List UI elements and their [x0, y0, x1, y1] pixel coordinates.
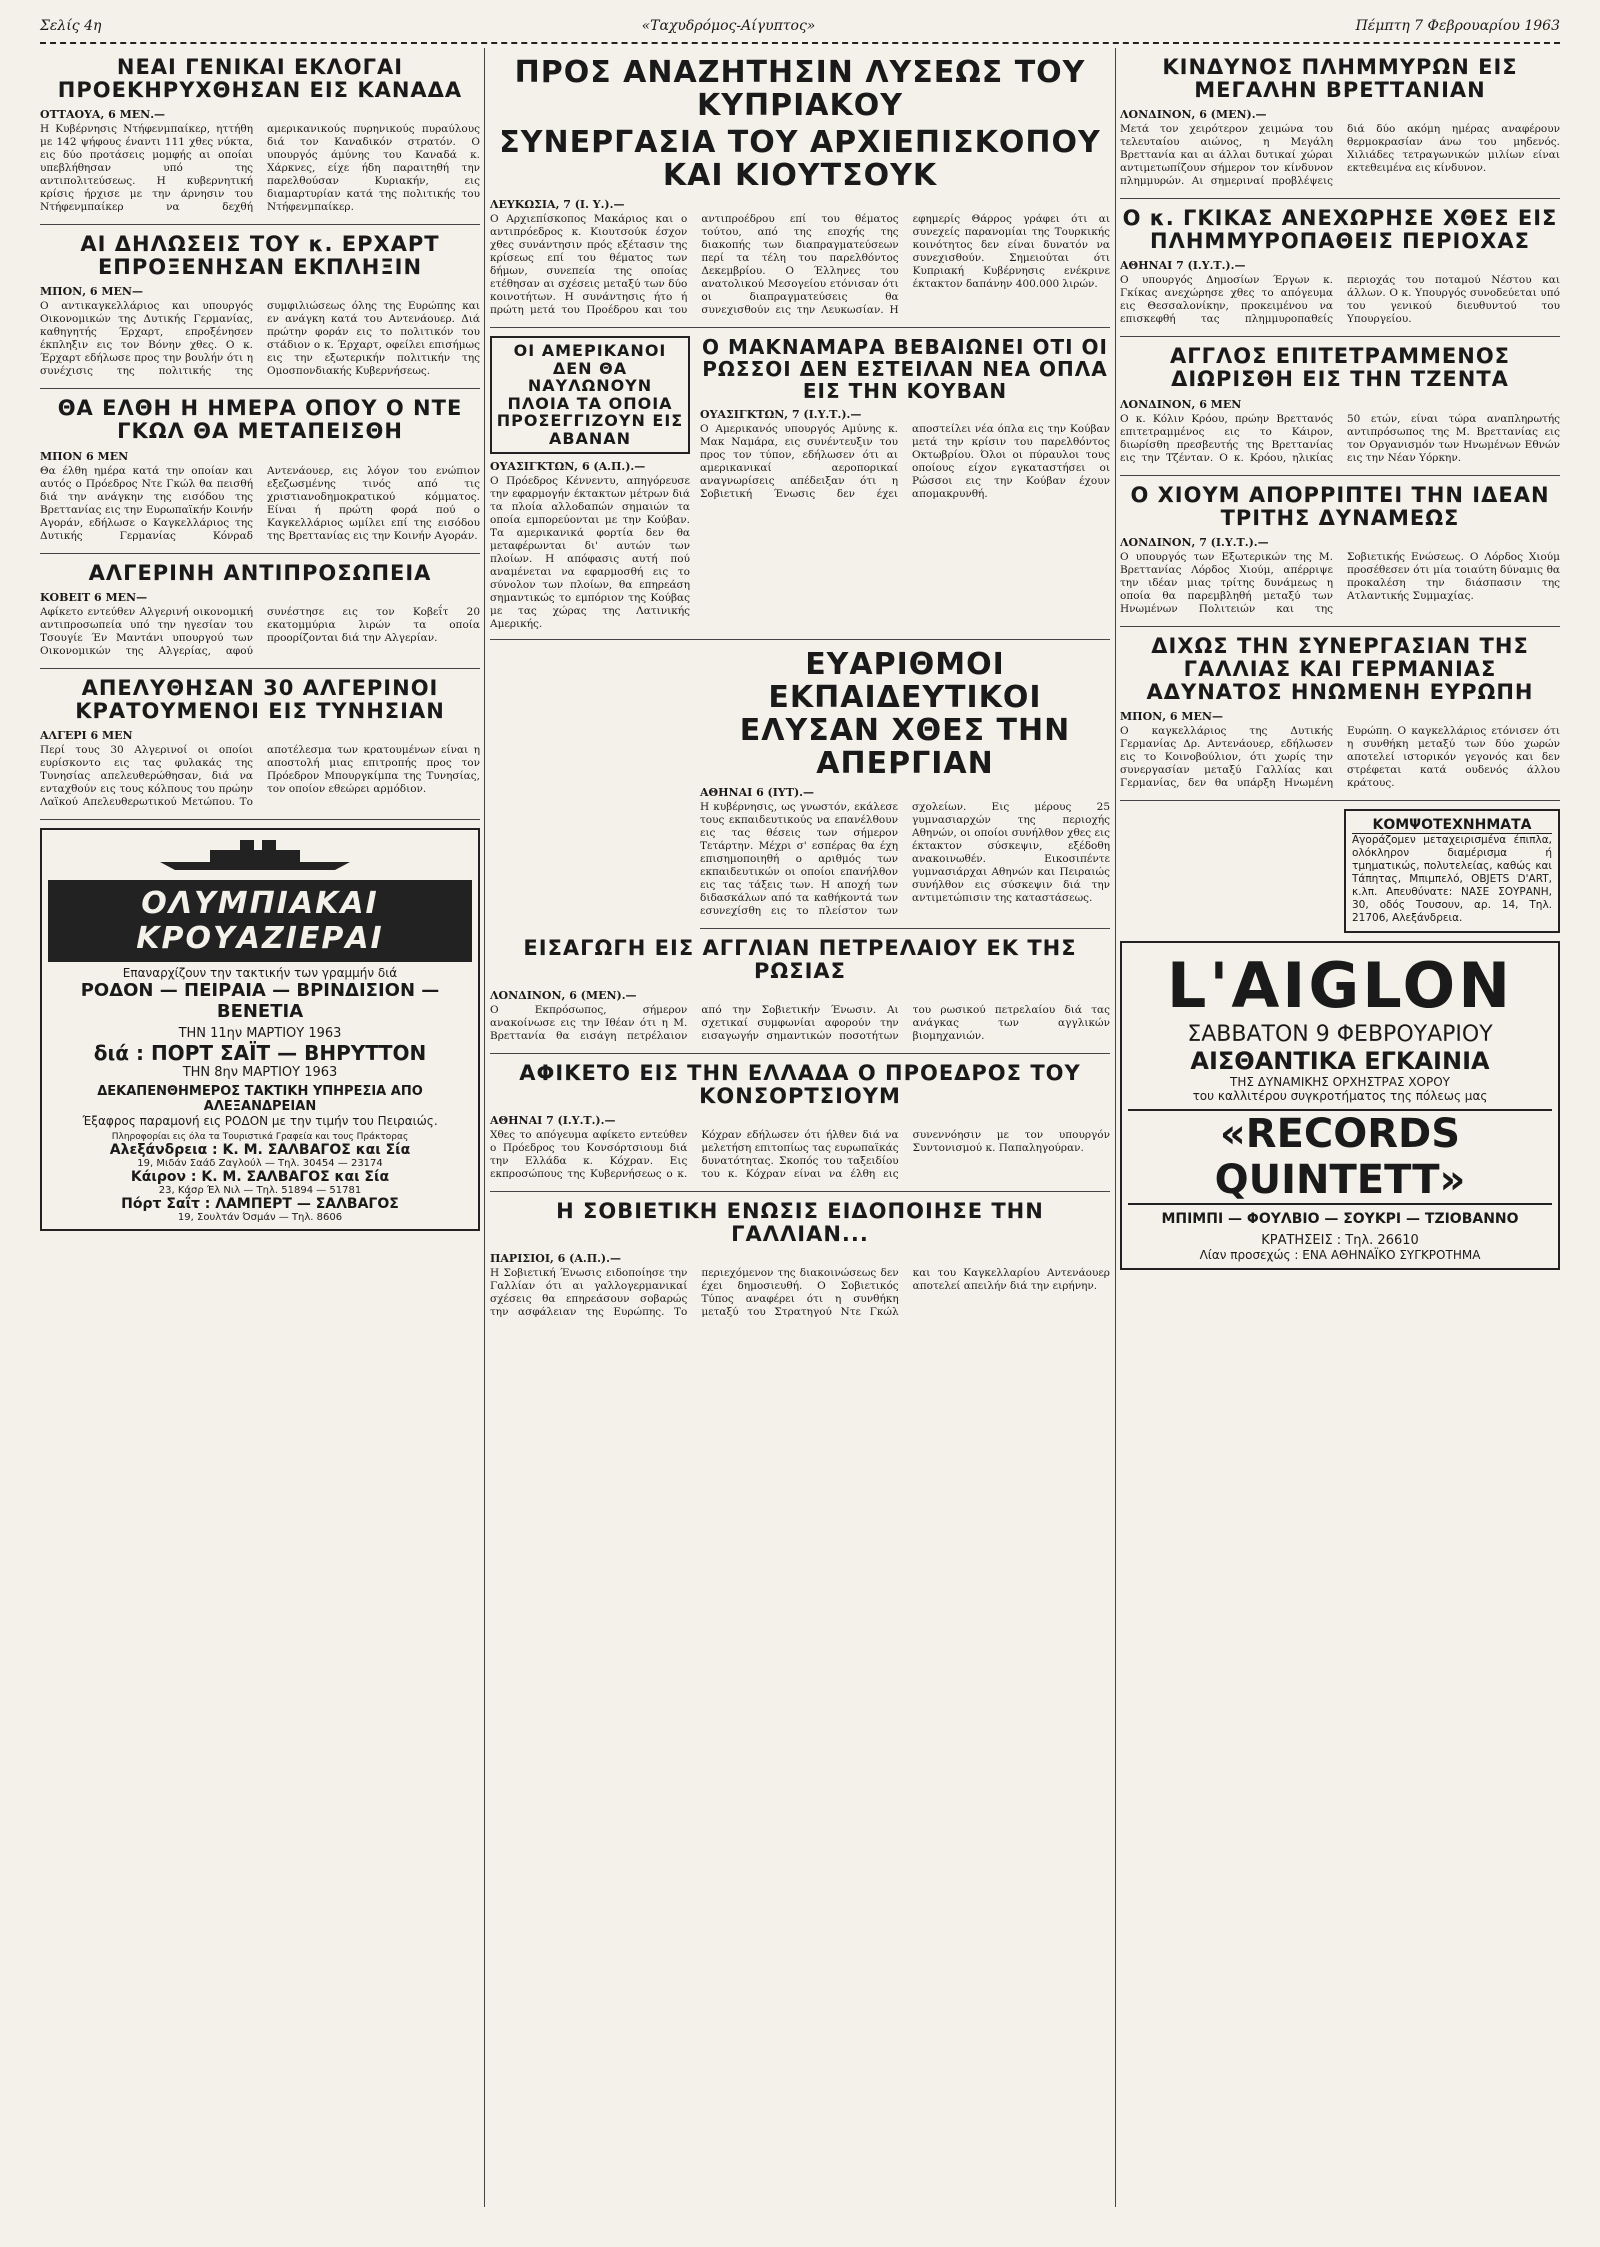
article-body: Ο υπουργός των Εξωτερικών της Μ. Βρεττανίας Λόρδος Χιούμ, απέρριψε την ιδέαν μιας τρίτης δυνάμεως η οποία θα παρεμβληθή μεταξύ των Ηνωμένων Πολιτειών και της Σοβιετικής Ενώσεως. Ο Λόρδος Χιούμ προσέθεσεν ότι μία τοιαύτη δύναμις θα προκαλέση την διάσπασιν της Ατλαντικής Συμμαχίας. [1120, 550, 1560, 615]
headline: ΕΥΑΡΙΘΜΟΙ ΕΚΠΑΙΔΕΥΤΙΚΟΙ ΕΛΥΣΑΝ ΧΘΕΣ ΤΗΝ ΑΠΕΡΓΙΑΝ [739, 646, 1071, 781]
cruise-info: Πληροφορίαι εις όλα τα Τουριστικά Γραφεία και τους Πράκτορας [111, 1131, 409, 1142]
article-body: Ο κ. Κόλιν Κρόου, πρώην Βρεττανός επιτετραμμένος εις το Κάιρον, διωρίσθη πρεσβευτής της Βρεττανίας εις την Τζένταν. Ο κ. Κρόου, ηλικίας 50 ετών, είναι τώρα αναπληρωτής αντιπρόσωπος της Μ. Βρεττανίας εις τον Οργανισμόν των Ηνωμένων Εθνών εις την Νέαν Υόρκην. [1120, 412, 1560, 464]
dateline: ΑΘΗΝΑΙ 6 (ΙΥΤ).— [700, 785, 814, 799]
ship-icon [150, 836, 370, 872]
subheadline: ΣΥΝΕΡΓΑΣΙΑ ΤΟΥ ΑΡΧΙΕΠΙΣΚΟΠΟΥ ΚΑΙ ΚΙΟΥΤΣΟΥΚ [499, 125, 1101, 193]
cruise-date: ΤΗΝ 11ην ΜΑΡΤΙΟΥ 1963 [178, 1025, 342, 1041]
aiglon-date: ΣΑΒΒΑΤΟΝ 9 ΦΕΒΡΟΥΑΡΙΟΥ [1187, 1022, 1493, 1048]
agent-alexandria: Αλεξάνδρεια : Κ. Μ. ΣΑΛΒΑΓΟΣ και Σία [109, 1141, 411, 1158]
article-body: Ο υπουργός Δημοσίων Έργων κ. Γκίκας ανεχώρησε χθες το απόγευμα εις Θεσσαλονίκην, προκειμένου να επισκεφθή τας πλημμυροπαθείς περιοχάς του ποταμού Νέστου και άλλων. Ο κ. Υπουργός συνοδεύεται υπό του γενικού διευθυντού του Υπουργείου. [1120, 274, 1560, 326]
aiglon-dances: ΜΠΙΜΠΙ — ΦΟΥΛΒΙΟ — ΣΟΥΚΡΙ — ΤΖΙΟΒΑΝΝΟ [1161, 1211, 1519, 1228]
article-algerian-delegation [40, 554, 480, 669]
aiglon-desc-2: του καλλιτέρου συγκροτήματος της πόλεως μας [1192, 1089, 1488, 1104]
headline: ΑΙ ΔΗΛΩΣΕΙΣ ΤΟΥ κ. ΕΡΧΑΡΤ ΕΠΡΟΞΕΝΗΣΑΝ ΕΚΠΛΗΞΙΝ [80, 232, 440, 280]
column-center [490, 48, 1110, 2207]
agent-cairo-address: 23, Κάσρ Έλ Νιλ — Τηλ. 51894 — 51781 [158, 1184, 362, 1196]
headline: ΝΕΑΙ ΓΕΝΙΚΑΙ ΕΚΛΟΓΑΙ ΠΡΟΕΚΗΡΥΧΘΗΣΑΝ ΕΙΣ ΚΑΝΑΔΑ [57, 55, 463, 103]
headline: ΔΙΧΩΣ ΤΗΝ ΣΥΝΕΡΓΑΣΙΑΝ ΤΗΣ ΓΑΛΛΙΑΣ ΚΑΙ ΓΕΡΜΑΝΙΑΣ ΑΔΥΝΑΤΟΣ ΗΝΩΜΕΝΗ ΕΥΡΩΠΗ [1146, 633, 1534, 704]
headline: ΟΙ ΑΜΕΡΙΚΑΝΟΙ ΔΕΝ ΘΑ ΝΑΥΛΩΝΟΥΝ ΠΛΟΙΑ ΤΑ ΟΠΟΙΑ ΠΡΟΣΕΓΓΙΖΟΥΝ ΕΙΣ ΑΒΑΝΑΝ [490, 336, 690, 454]
aiglon-reservations: ΚΡΑΤΗΣΕΙΣ : Τηλ. 26610 [1261, 1233, 1419, 1249]
article-floods [1120, 48, 1560, 199]
dateline: ΛΟΝΔΙΝΟΝ, 6 ΜΕΝ [1120, 397, 1242, 411]
headline: ΑΠΕΛΥΘΗΣΑΝ 30 ΑΛΓΕΡΙΝΟΙ ΚΡΑΤΟΥΜΕΝΟΙ ΕΙΣ ΤΥΝΗΣΙΑΝ [75, 675, 445, 723]
dateline: ΛΟΝΔΙΝΟΝ, 6 (ΜΕΝ).— [490, 988, 637, 1002]
headline: ΑΛΓΕΡΙΝΗ ΑΝΤΙΠΡΟΣΩΠΕΙΑ [88, 560, 432, 585]
ad-title: ΚΟΜΨΟΤΕΧΝΗΜΑΤΑ [1352, 817, 1552, 834]
dateline: ΑΘΗΝΑΙ 7 (Ι.Υ.Τ.).— [490, 1113, 616, 1127]
agent-port-said: Πόρτ Σαΐτ : ΛΑΜΠΕΡΤ — ΣΑΛΒΑΓΟΣ [121, 1195, 399, 1212]
dateline: ΜΠΟΝ 6 ΜΕΝ [40, 449, 129, 463]
aiglon-desc: ΤΗΣ ΔΥΝΑΜΙΚΗΣ ΟΡΧΗΣΤΡΑΣ ΧΟΡΟΥ [1229, 1075, 1450, 1090]
article-us-ships [490, 328, 690, 639]
article-body: Περί τους 30 Αλγερινοί οι οποίοι ευρίσκοντο εις τας φυλακάς της Τυνησίας απελευθερώθησαν, διά να ενταχθούν εις τους κόλπους του πρώην Λαϊκού Απελευθερωτικού Μετώπου. Το αποτέλεσμα των κρατουμένων είναι η αποστολή μιας επιτροπής προς τον Πρόεδρον Μπουργκίμπα της Τυνησίας, τον οποίον εθεώρει αρμόδιον. [40, 743, 480, 808]
cruise-route-2: διά : ΠΟΡΤ ΣΑΪΤ — ΒΗΡΥΤΤΟΝ [93, 1040, 427, 1065]
headline: Η ΣΟΒΙΕΤΙΚΗ ΕΝΩΣΙΣ ΕΙΔΟΠΟΙΗΣΕ ΤΗΝ ΓΑΛΛΙΑΝ... [556, 1198, 1044, 1247]
cruise-subtitle: Επαναρχίζουν την τακτικήν των γραμμήν διά [122, 965, 398, 980]
aiglon-soon: Λίαν προσεχώς : ΕΝΑ ΑΘΗΝΑΪΚΟ ΣΥΓΚΡΟΤΗΜΑ [1199, 1248, 1481, 1263]
cruise-service: ΔΕΚΑΠΕΝΘΗΜΕΡΟΣ ΤΑΚΤΙΚΗ ΥΠΗΡΕΣΙΑ ΑΠΟ ΑΛΕΞΑΝΔΡΕΙΑΝ [97, 1083, 423, 1114]
article-body: Η κυβέρνησις, ως γνωστόν, εκάλεσε τους εκπαιδευτικούς να επανέλθουν εις τας θέσεις των σήμερον Τετάρτην. Μέχρι σ' εσπέρας θα έχη επισημοποιηθή ο αριθμός των εκπαιδευτικών οι οποίοι επανήλθον εις τας τάξεις των. Η αποχή των διδασκάλων από τα καθήκοντά των εσυνεχίσθη εις το πλείστον των σχολείων. Εις μέρους 25 γυμνασιαρχών της περιοχής Αθηνών, οι οποίοι συνήλθον χθες εις έκτακτον σύσκεψιν, εξέδοθη ανακοινωθέν. Εικοσιπέντε γυμνασιάρχαι Αθηνών και Πειραιώς συνήλθον εις σύσκεψιν διά την αντιμετώπισιν της καταστάσεως. [700, 800, 1110, 917]
headline: ΑΓΓΛΟΣ ΕΠΙΤΕΤΡΑΜΜΕΝΟΣ ΔΙΩΡΙΣΘΗ ΕΙΣ ΤΗΝ ΤΖΕΝΤΑ [1169, 344, 1511, 392]
dateline: ΜΠΟΝ, 6 ΜΕΝ— [40, 285, 143, 299]
dateline: ΑΘΗΝΑΙ 7 (Ι.Υ.Τ.).— [1120, 259, 1246, 273]
cruise-route: ΡΟΔΟΝ — ΠΕΙΡΑΙΑ — ΒΡΙΝΔΙΣΙΟΝ — ΒΕΝΕΤΙΑ [80, 979, 440, 1022]
article-body: Η Σοβιετική Ένωσις ειδοποίησε την Γαλλίαν ότι αι γαλλογερμανικαί σχέσεις θα επηρεάσουν σοβαρώς την ασφάλειαν της Ευρώπης. Το περιεχόμενον της διακοινώσεως δεν έχει δημοσιευθή. Ο Σοβιετικός Τύπος αναφέρει ότι η συνθήκη μεταξύ του Στρατηγού Ντε Γκώλ και του Καγκελλαρίου Αντενάουερ αποτελεί απειλήν διά την ειρήνην. [490, 1267, 1110, 1319]
article-body: Θα έλθη ημέρα κατά την οποίαν και αυτός ο Πρόεδρος Ντε Γκώλ θα πεισθή διά την ανάγκην της εισόδου της Βρεττανίας εις την Ευρωπαϊκήν Κοινήν Αγοράν, εδήλωσε ο Καγκελλάριος της Δυτικής Γερμανίας Κόνραδ Αντενάουερ, εις λόγον του ενώπιον εξεζωσμένης τινός από τις χριστιανοδημοκρατικού κόμματος. Είναι ή πρώτη φορά πού ο Καγκελλάριος ωμίλει επί της εισόδου της Βρεττανίας εις την Κοινήν Αγοράν. [40, 464, 480, 542]
article-erhard [40, 225, 480, 389]
article-body: Χθες το απόγευμα αφίκετο εντεύθεν ο Πρόεδρος του Κονσόρτσιουμ διά την Ελλάδα κ. Κόχραν. Εις εκπροσώπους της Κυβερνήσεως ο κ. Κόχραν εδήλωσεν ότι ήλθεν διά να μελετήση επιτοπίως τας ευρωπαϊκάς δυνατότητας. Σκοπός του ταξειδίου του κ. Κόχραν είναι να έλθη εις συνεννόησιν με τον υπουργόν Συντονισμού κ. Παπαληγούραν. [490, 1128, 1110, 1180]
cruise-brand: ΟΛΥΜΠΙΑΚΑΙ ΚΡΟΥΑΖΙΕΡΑΙ [48, 880, 472, 962]
ad-body: Αγοράζομεν μεταχειρισμένα έπιπλα, ολόκληρον διαμέρισμα ή τμηματικώς, πολυτελείας, καθώς και Τάπητας, Μπιμπελό, OBJETS D'ART, κ.λπ. Απευθύνατε: ΝΑΣΕ ΣΟΥΡΑΝΗ, 30, οδός Τουσουν, αρ. 14, Τηλ. 21706, Αλεξάνδρεια. [1352, 834, 1552, 925]
dateline: ΚΟΒΕΙΤ 6 ΜΕΝ— [40, 590, 148, 604]
cruise-date-2: ΤΗΝ 8ην ΜΑΡΤΙΟΥ 1963 [182, 1064, 338, 1080]
dateline: ΛΟΝΔΙΝΟΝ, 7 (Ι.Υ.Τ.).— [1120, 535, 1269, 549]
cruise-advertisement [40, 828, 480, 1231]
article-body: Μετά τον χειρότερον χειμώνα του τελευταίου αιώνος, η Μεγάλη Βρεττανία και αι άλλαι δυτικαί χώραι αντιμετωπίζουν σήμερον τον κίνδυνον πλημμυρών. Αι σημεριναί προβλέψεις διά δύο ακόμη ημέρας αναφέρουν θερμοκρασίαν άνω του μηδενός. Χιλιάδες τετραγωνικών μιλίων είναι εκτεθειμένα εις κίνδυνον. [1120, 123, 1560, 188]
headline: ΚΙΝΔΥΝΟΣ ΠΛΗΜΜΥΡΩΝ ΕΙΣ ΜΕΓΑΛΗΝ ΒΡΕΤΤΑΝΙΑΝ [1162, 55, 1518, 103]
article-jeddah [1120, 337, 1560, 475]
headline: Ο ΜΑΚΝΑΜΑΡΑ ΒΕΒΑΙΩΝΕΙ ΟΤΙ ΟΙ ΡΩΣΣΟΙ ΔΕΝ ΕΣΤΕΙΛΑΝ ΝΕΑ ΟΠΛΑ ΕΙΣ ΤΗΝ ΚΟΥΒΑΝ [702, 335, 1108, 403]
column-rule [484, 48, 485, 2207]
article-tunisia [40, 669, 480, 820]
article-soviet-note [490, 1192, 1110, 1329]
antiques-advertisement [1344, 809, 1560, 933]
article-petroleum [490, 929, 1110, 1054]
dateline: ΜΠΟΝ, 6 ΜΕΝ— [1120, 710, 1223, 724]
dateline: ΑΛΓΕΡΙ 6 ΜΕΝ [40, 728, 133, 742]
dateline: ΟΥΑΣΙΓΚΤΩΝ, 7 (Ι.Υ.Τ.).— [700, 408, 862, 421]
dateline: ΛΟΝΔΙΝΟΝ, 6 (ΜΕΝ).— [1120, 108, 1267, 122]
dateline: ΟΤΤΑΟΥΑ, 6 ΜΕΝ.— [40, 108, 166, 122]
aiglon-advertisement [1120, 941, 1560, 1270]
headline: ΑΦΙΚΕΤΟ ΕΙΣ ΤΗΝ ΕΛΛΑΔΑ Ο ΠΡΟΕΔΡΟΣ ΤΟΥ ΚΟΝΣΟΡΤΣΙΟΥΜ [519, 1060, 1081, 1108]
article-gikas [1120, 199, 1560, 337]
cruise-note: Έξαφρος παραμονή εις ΡΟΔΟΝ με την τιμήν του Πειραιώς. [82, 1113, 438, 1128]
article-body: Ο καγκελλάριος της Δυτικής Γερμανίας Δρ. Αντενάουερ, εδήλωσεν εις το Κοινοβούλιον, ότι χωρίς την συνεργασίαν μεταξύ Γαλλίας και Γερμανίας, δεν θα υπάρξη Ηνωμένη Ευρώπη. Ο καγκελλάριος ετόνισεν ότι η συνθήκη μεταξύ των δύο χωρών αποτελεί ιστορικόν γεγονός και δεν στρέφεται κατά ουδενός άλλου κράτους. [1120, 725, 1560, 790]
article-canada-elections [40, 48, 480, 225]
article-de-gaulle [40, 389, 480, 553]
article-body: Ο αντικαγκελλάριος και υπουργός Οικονομικών της Δυτικής Γερμανίας, καθηγητής Έρχαρτ, επροξένησεν έκπληξιν εις τον Βόνην χθες. Ο κ. Έρχαρτ εδήλωσε προς την βουλήν ότι η συνέχισις της πολιτικής της συμφιλιώσεως όλης της Ευρώπης και εν ανάγκη κατά του Αντενάουερ. Διά πρώτην φοράν εις το πολιτικόν του στάδιον ο κ. Έρχαρτ, οφείλει επισήμως εις την εξωτερικήν πολιτικήν της Ομοσπονδιακής Κυβερνήσεως. [40, 300, 480, 378]
article-consortium-arrival [490, 1054, 1110, 1192]
article-body: Ο Αρχιεπίσκοπος Μακάριος και ο αντιπρόεδρος κ. Κιουτσούκ έσχον χθες συνάντησιν πρός εξέτασιν της κρίσεως επί του θέματος των δήμων, συνεπεία της οποίας ετέθησαν αι σχέσεις μεταξύ των δύο κοινοτήτων. Η συνάντησις ήτο ή πρώτη μετά του Προέδρου και του αντιπροέδρου επί του θέματος τούτου, από της εποχής της διακοπής των διαπραγματεύσεων περί τα τέλη του παρελθόντος Δεκεμβρίου. Ο Έλληνες του ανατολικού Μεσογείου ετόνισαν ότι οι διαπραγματεύσεις θα συνεχισθούν εις την Λευκωσίαν. Η εφημερίς Θάρρος γράφει ότι αι συνεχείς παρανομίαι της Τουρκικής κοινότητος δεν είναι δυνατόν να συνεχισθούν. Σημειούται ότι Κυπριακή Κυβέρνησις ενέκρινε έκτακτον δαπάνην 400.000 λιρών. [490, 213, 1110, 316]
issue-date: Πέμπτη 7 Φεβρουαρίου 1963 [1355, 18, 1560, 34]
article-body: Ο Εκπρόσωπος, σήμερον ανακοίνωσε εις την Ιθέαν ότι η Μ. Βρεττανία θα εισάγη πετρέλαιον από την Σοβιετικήν Ένωσιν. Αι σχετικαί συμφωνίαι αφορούν την εισαγωγήν σημαντικών ποσοτήτων του ρωσικού πετρελαίου διά τας ανάγκας των αγγλικών βιομηχανιών. [490, 1003, 1110, 1042]
article-teachers-strike [700, 640, 1110, 929]
page-number: Σελίς 4η [40, 18, 102, 34]
article-cyprus [490, 48, 1110, 328]
article-body: Ο Πρόεδρος Κέννεντυ, απηγόρευσε την εφαρμογήν έκτακτων μέτρων διά τα πλοία αλλοδαπών σημαιών τα οποία εμπορεύονται με την Κούβαν. Τα αμερικανικά φορτία δεν θα μεταφέρωνται δι' αυτών των πλοίων. Η απόφασις αυτή πού αναμένεται να εφαρμοσθή εις το σύνολον των πλοίων, θα επηρεάση σημαντικώς το εμπόριον της Κούβας με τας χώρας της Λατινικής Αμερικής. [490, 474, 690, 630]
agent-port-said-address: 19, Σουλτάν Όσμάν — Τηλ. 8606 [177, 1211, 343, 1223]
newspaper-title: «Ταχυδρόμος-Αίγυπτος» [641, 18, 816, 34]
article-body: Η Κυβέρνησις Ντήφενμπαίκερ, ηττήθη με 142 ψήφους έναντι 111 χθες νύκτα, εις δύο προτάσεις μομφής αι οποίαι υπεβλήθησαν υπό της αντιπολιτεύσεως. Η κυβερνητική κρίσις ήρχισε με την άρνησιν του Ντήφενμπαίκερ να δεχθή αμερικανικούς πυρηνικούς πυραύλους διά τον Καναδικόν στρατόν. Ο υπουργός άμύνης του Καναδά κ. Χάρκνες, είχε ήδη παραιτηθή την παρελθούσαν Κυριακήν, εις διαμαρτυρίαν κατά της πολιτικής του Ντήφενμπαίκερ. [40, 123, 480, 214]
dateline: ΛΕΥΚΩΣΙΑ, 7 (Ι. Υ.).— [490, 198, 625, 211]
agent-alexandria-address: 19, Μιδάν Σαάδ Ζαγλούλ — Τηλ. 30454 — 23174 [137, 1157, 383, 1169]
headline: ΕΙΣΑΓΩΓΗ ΕΙΣ ΑΓΓΛΙΑΝ ΠΕΤΡΕΛΑΙΟΥ ΕΚ ΤΗΣ ΡΩΣΙΑΣ [523, 935, 1077, 983]
masthead [40, 18, 1560, 44]
article-france-germany [1120, 627, 1560, 801]
column-right [1120, 48, 1560, 2207]
row-us-mcnamara [490, 328, 1110, 640]
headline: ΠΡΟΣ ΑΝΑΖΗΤΗΣΙΝ ΛΥΣΕΩΣ ΤΟΥ ΚΥΠΡΙΑΚΟΥ [514, 55, 1086, 123]
headline: Ο ΧΙΟΥΜ ΑΠΟΡΡΙΠΤΕΙ ΤΗΝ ΙΔΕΑΝ ΤΡΙΤΗΣ ΔΥΝΑΜΕΩΣ [1130, 482, 1550, 530]
aiglon-event: ΑΙΣΘΑΝΤΙΚΑ ΕΓΚΑΙΝΙΑ [1190, 1047, 1490, 1076]
dateline: ΟΥΑΣΙΓΚΤΩΝ, 6 (Α.Π.).— [490, 459, 646, 473]
article-body: Αφίκετο εντεύθεν Αλγερινή οικονομική αντιπροσωπεία υπό την ηγεσίαν του Τσουγίε Έν Μαντάνι υπουργού των Οικονομικών της Αλγερίας, αφού συνέστησε εις τον Κοβεΐτ 20 εκατομμύρια λιρών τα οποία προορίζονται διά την Αλγερίαν. [40, 605, 480, 657]
column-rule [1115, 48, 1116, 2207]
dateline: ΠΑΡΙΣΙΟΙ, 6 (Α.Π.).— [490, 1252, 621, 1266]
article-body: Ο Αμερικανός υπουργός Αμύνης κ. Μακ Ναμάρα, εις συνέντευξιν του προς τον τύπον, εδήλωσεν ότι αι αμερικανικαί αεροπορικαί αναγνωρίσεις απέδειξαν ότι η Σοβιετική Ένωσις δεν έχει αποστείλει νέα όπλα εις την Κούβαν μετά την κρίσιν του παρελθόντος Οκτωβρίου. Όλοι οι πύραυλοι τους οποίους είχον εγκαταστήσει οι Ρώσσοι εις την Κούβαν έχουν απομακρυνθή. [700, 423, 1110, 500]
aiglon-band: «RECORDS QUINTETT» [1128, 1109, 1552, 1205]
article-mcnamara [700, 328, 1110, 639]
aiglon-title: L'AIGLON [1166, 949, 1514, 1023]
headline: ΘΑ ΕΛΘΗ Η ΗΜΕΡΑ ΟΠΟΥ Ο ΝΤΕ ΓΚΩΛ ΘΑ ΜΕΤΑΠΕΙΣΘΗ [57, 396, 463, 444]
column-left [40, 48, 480, 2207]
agent-cairo: Κάιρον : Κ. Μ. ΣΑΛΒΑΓΟΣ και Σία [130, 1168, 390, 1185]
article-home [1120, 476, 1560, 627]
headline: Ο κ. ΓΚΙΚΑΣ ΑΝΕΧΩΡΗΣΕ ΧΘΕΣ ΕΙΣ ΠΛΗΜΜΥΡΟΠΑΘΕΙΣ ΠΕΡΙΟΧΑΣ [1122, 206, 1558, 254]
